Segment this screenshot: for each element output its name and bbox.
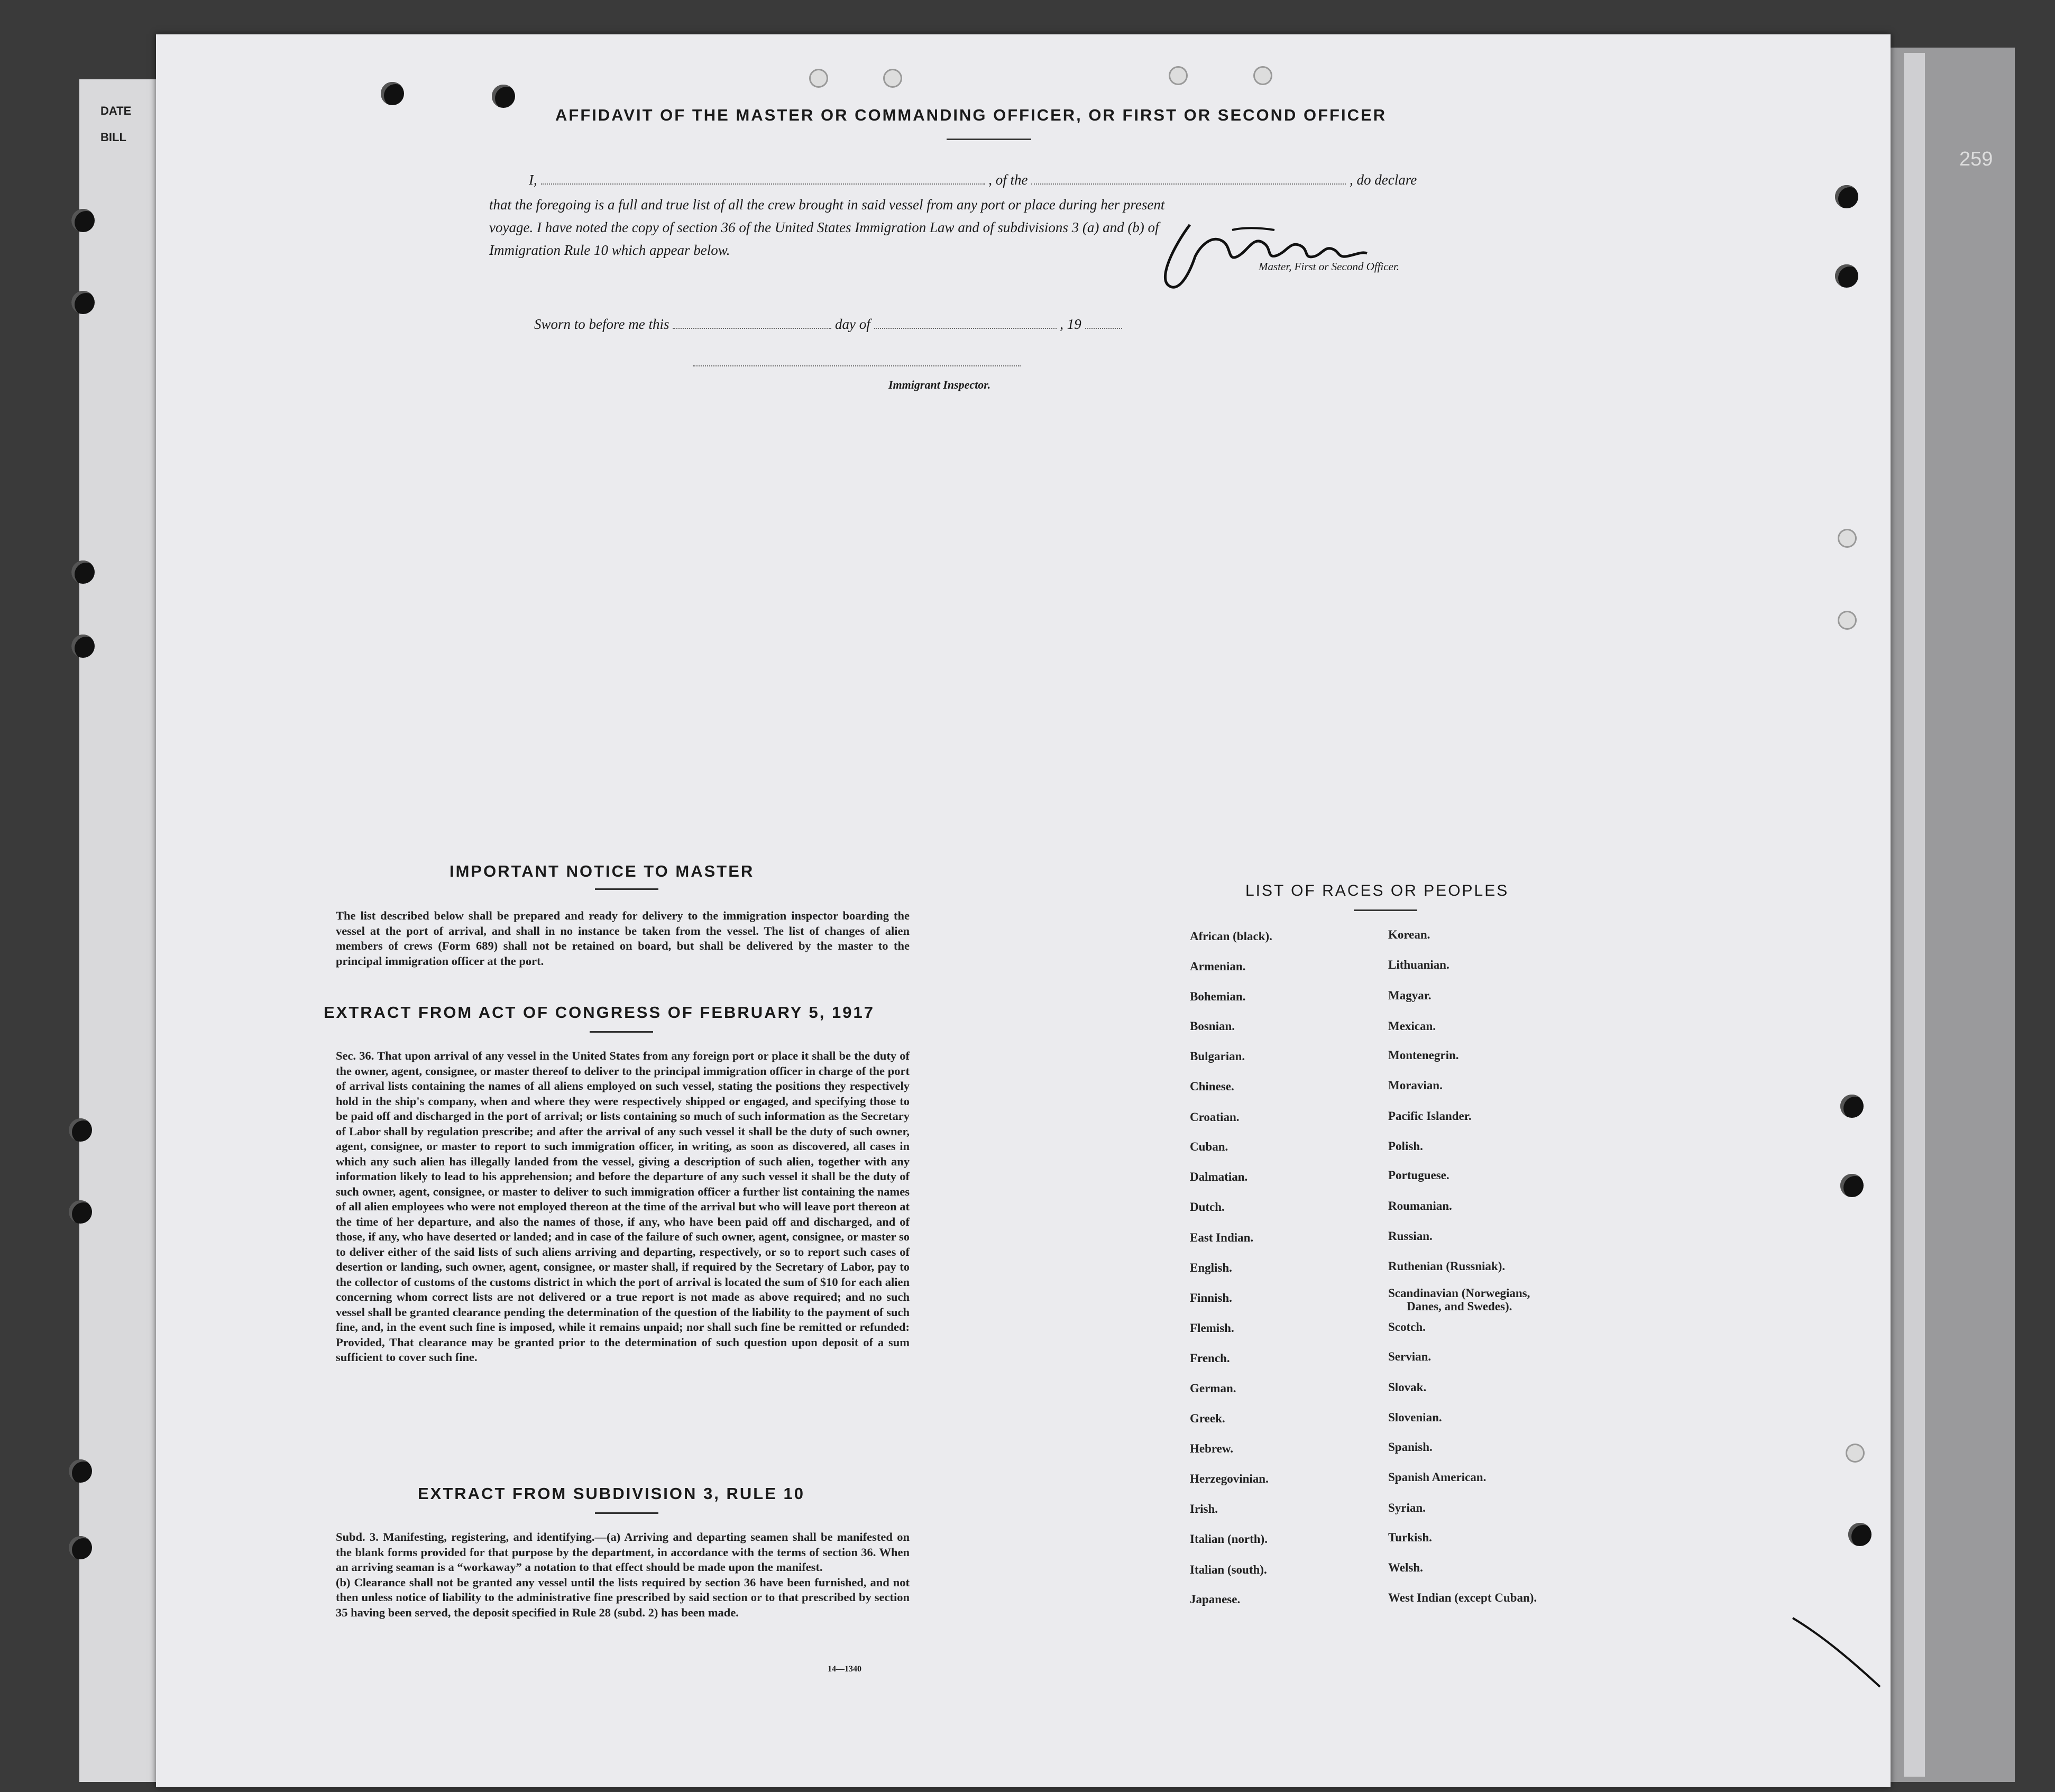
race-item: Danes, and Swedes).: [1407, 1300, 1512, 1313]
page-hole-icon: [1253, 66, 1272, 85]
race-item: Hebrew.: [1190, 1442, 1233, 1455]
race-item: Mexican.: [1388, 1019, 1436, 1033]
declaration-of-the: , of the: [988, 172, 1028, 188]
binder-hole-icon: [69, 1200, 92, 1224]
race-item: Servian.: [1388, 1350, 1432, 1363]
binder-hole-icon: [69, 1536, 92, 1559]
race-item: Spanish.: [1388, 1440, 1433, 1454]
background-sheet-right-edge: [1904, 53, 1925, 1777]
race-item: Flemish.: [1190, 1321, 1234, 1335]
act-title: EXTRACT FROM ACT OF CONGRESS OF FEBRUARY 5, 1917: [324, 1003, 875, 1022]
pencil-mark-icon: [1787, 1613, 1893, 1692]
affidavit-title: AFFIDAVIT OF THE MASTER OR COMMANDING OFFICER, OR FIRST OR SECOND OFFICER: [555, 106, 1387, 124]
declaration-i: I,: [529, 172, 537, 188]
race-item: Bulgarian.: [1190, 1050, 1245, 1063]
form-number: 14—1340: [828, 1665, 861, 1674]
declaration-line-2: that the foregoing is a full and true list of all the crew brought in said vessel from any port or place during her present: [489, 197, 1165, 213]
races-title: LIST OF RACES OR PEOPLES: [1245, 882, 1509, 899]
affidavit-title-rule: [947, 139, 1031, 140]
page-number: 259: [1959, 148, 1993, 170]
race-item: Moravian.: [1388, 1079, 1443, 1092]
race-item: Slovak.: [1388, 1381, 1427, 1394]
page-hole-icon: [1835, 185, 1858, 208]
page-hole-icon: [1846, 1444, 1865, 1463]
page-hole-icon: [1835, 264, 1858, 288]
declaration-line-3: voyage. I have noted the copy of section 36 of the United States Immigration Law and of subdivisions 3 (a) and (b) of: [489, 219, 1159, 235]
race-item: Italian (south).: [1190, 1563, 1267, 1576]
race-item: Portuguese.: [1388, 1169, 1449, 1182]
race-item: German.: [1190, 1382, 1236, 1395]
race-item: Slovenian.: [1388, 1411, 1442, 1424]
race-item: Dalmatian.: [1190, 1170, 1248, 1183]
race-item: Armenian.: [1190, 960, 1246, 973]
subdivision-text: [336, 1530, 910, 1620]
subdivision-text-a: Subd. 3. Manifesting, registering, and identifying.—(a) Arriving and departing seamen shall be manifested on the blank forms provided for that purpose by the department, in accordance with the terms of section 36. When an arriving seaman is a “workaway” a notation to that effect should be made upon the manifest.: [336, 1530, 910, 1574]
race-item: Syrian.: [1388, 1501, 1426, 1514]
race-item: Russian.: [1388, 1229, 1433, 1243]
binder-hole-icon: [71, 291, 95, 314]
race-item: Scandinavian (Norwegians,: [1388, 1286, 1530, 1300]
race-item: Cuban.: [1190, 1140, 1228, 1153]
subdivision-text-b: (b) Clearance shall not be granted any vessel until the lists required by section 36 have been furnished, and not then unless notice of liability to the administrative fine prescribed by said section or to that prescribed by section 35 having been served, the deposit specified in Rule 28 (subd. 2) has been made.: [336, 1575, 910, 1619]
race-item: Turkish.: [1388, 1531, 1432, 1544]
inspector-label: Immigrant Inspector.: [888, 378, 991, 391]
declaration-line-4: Immigration Rule 10 which appear below.: [489, 242, 730, 258]
race-item: Bosnian.: [1190, 1019, 1235, 1033]
binder-hole-icon: [71, 209, 95, 232]
binder-hole-icon: [69, 1118, 92, 1142]
notice-title: IMPORTANT NOTICE TO MASTER: [449, 862, 755, 880]
stamp-date: DATE: [100, 104, 132, 117]
sworn-text: Sworn to before me this: [534, 316, 669, 332]
race-item: West Indian (except Cuban).: [1388, 1591, 1537, 1604]
page-hole-icon: [1840, 1174, 1864, 1197]
race-item: Polish.: [1388, 1139, 1423, 1153]
page-hole-icon: [883, 69, 902, 88]
race-item: Pacific Islander.: [1388, 1109, 1472, 1123]
race-item: Finnish.: [1190, 1291, 1232, 1304]
race-item: Italian (north).: [1190, 1532, 1268, 1546]
stamp-bill: BILL: [100, 131, 126, 144]
vessel-blank-field[interactable]: [1031, 183, 1346, 185]
page-hole-icon: [1840, 1095, 1864, 1118]
race-item: African (black).: [1190, 930, 1272, 943]
race-item: Japanese.: [1190, 1593, 1241, 1606]
race-item: Scotch.: [1388, 1320, 1426, 1334]
sworn-day-of: day of: [835, 316, 870, 332]
race-item: Magyar.: [1388, 989, 1432, 1002]
binder-hole-icon: [71, 560, 95, 584]
notice-title-rule: [595, 888, 658, 890]
race-item: Chinese.: [1190, 1080, 1234, 1093]
page-hole-icon: [492, 85, 515, 108]
binder-hole-icon: [69, 1459, 92, 1483]
act-title-rule: [590, 1031, 653, 1033]
races-title-rule: [1354, 909, 1417, 911]
master-officer-title: Master, First or Second Officer.: [1259, 260, 1399, 273]
page-hole-icon: [1169, 66, 1188, 85]
sworn-line: [534, 316, 1122, 333]
background-sheet-right: [1883, 48, 2015, 1782]
race-item: Bohemian.: [1190, 990, 1246, 1003]
name-blank-field[interactable]: [541, 183, 985, 185]
race-item: Herzegovinian.: [1190, 1472, 1269, 1485]
binder-hole-icon: [71, 635, 95, 658]
sworn-year: , 19: [1060, 316, 1081, 332]
declaration-do-declare: , do declare: [1350, 172, 1417, 188]
race-item: Welsh.: [1388, 1561, 1423, 1574]
race-item: English.: [1190, 1261, 1232, 1274]
race-item: Ruthenian (Russniak).: [1388, 1260, 1506, 1273]
page-hole-icon: [1848, 1523, 1871, 1546]
race-item: French.: [1190, 1352, 1230, 1365]
act-text: Sec. 36. That upon arrival of any vessel in the United States from any foreign port or place it shall be the duty of the owner, agent, consignee, or master thereof to deliver to the principal immigration officer in charge of the port of arrival lists containing the names of all aliens employed on such vessel, stating the positions they respectively hold in the ship's company, when and where they were respectively shipped or engaged, and specifying those to be paid off and discharged in the port of arrival; or lists containing so much of such information as the Secretary of Labor shall by regulation prescribe; and after the arrival of any such vessel it shall be the duty of such owner, agent, consignee, or master to report to such immigration officer, in writing, as soon as discovered, all cases in which any such alien has illegally landed from the vessel, giving a description of such alien, together with any information likely to lead to his apprehension; and before the departure of any such vessel it shall be the duty of such owner, agent, consignee, or master to deliver to such immigration officer a further list containing the names of all alien employees who were not employed thereon at the time of the arrival but who will leave port thereon at the time of her departure, and also the names of those, if any, who have been paid off and discharged, and of those, if any, who have deserted or landed; and in case of the failure of such owner, agent, consignee, or master so to deliver either of the said lists of such aliens arriving and departing, respectively, or so to report such cases of desertion or landing, such owner, agent, consignee, or master shall, if required by the Secretary of Labor, pay to the collector of customs of the customs district in which the port of arrival is located the sum of $10 for each alien concerning whom correct lists are not delivered or a true report is not made as above required; and no such vessel shall be granted clearance pending the determination of the question of the liability to the payment of such fine, and, in the event such fine is imposed, while it remains unpaid; nor shall such fine be remitted or refunded: Provided, That clearance may be granted prior to the determination of such question upon deposit of a sum sufficient to cover such fine.: [336, 1049, 910, 1364]
master-signature-icon: [1153, 214, 1396, 299]
subdivision-title-rule: [595, 1512, 658, 1514]
race-item: Irish.: [1190, 1502, 1218, 1515]
sworn-month-blank-field[interactable]: [874, 327, 1057, 329]
race-item: Greek.: [1190, 1412, 1225, 1425]
inspector-signature-blank[interactable]: [693, 365, 1021, 366]
race-item: Dutch.: [1190, 1200, 1225, 1214]
race-item: Roumanian.: [1388, 1199, 1452, 1212]
subdivision-title: EXTRACT FROM SUBDIVISION 3, RULE 10: [418, 1484, 805, 1503]
notice-text: The list described below shall be prepared and ready for delivery to the immigration inspector boarding the vessel at the port of arrival, and shall in no instance be taken from the vessel. The list of changes of alien members of crews (Form 689) shall not be retained on board, but shall be delivered by the master to the principal immigration officer at the port.: [336, 909, 910, 968]
race-item: Spanish American.: [1388, 1471, 1487, 1484]
sworn-year-blank-field[interactable]: [1085, 327, 1122, 329]
page-hole-icon: [381, 82, 404, 105]
declaration-line-1: [529, 172, 1486, 188]
race-item: Korean.: [1388, 928, 1430, 941]
page-hole-icon: [1838, 611, 1857, 630]
race-item: Croatian.: [1190, 1110, 1240, 1124]
race-item: Montenegrin.: [1388, 1049, 1459, 1062]
page-hole-icon: [1838, 529, 1857, 548]
left-stamp: [100, 98, 131, 151]
race-item: East Indian.: [1190, 1231, 1254, 1244]
sworn-day-blank-field[interactable]: [673, 327, 831, 329]
page-hole-icon: [809, 69, 828, 88]
race-item: Lithuanian.: [1388, 958, 1449, 971]
